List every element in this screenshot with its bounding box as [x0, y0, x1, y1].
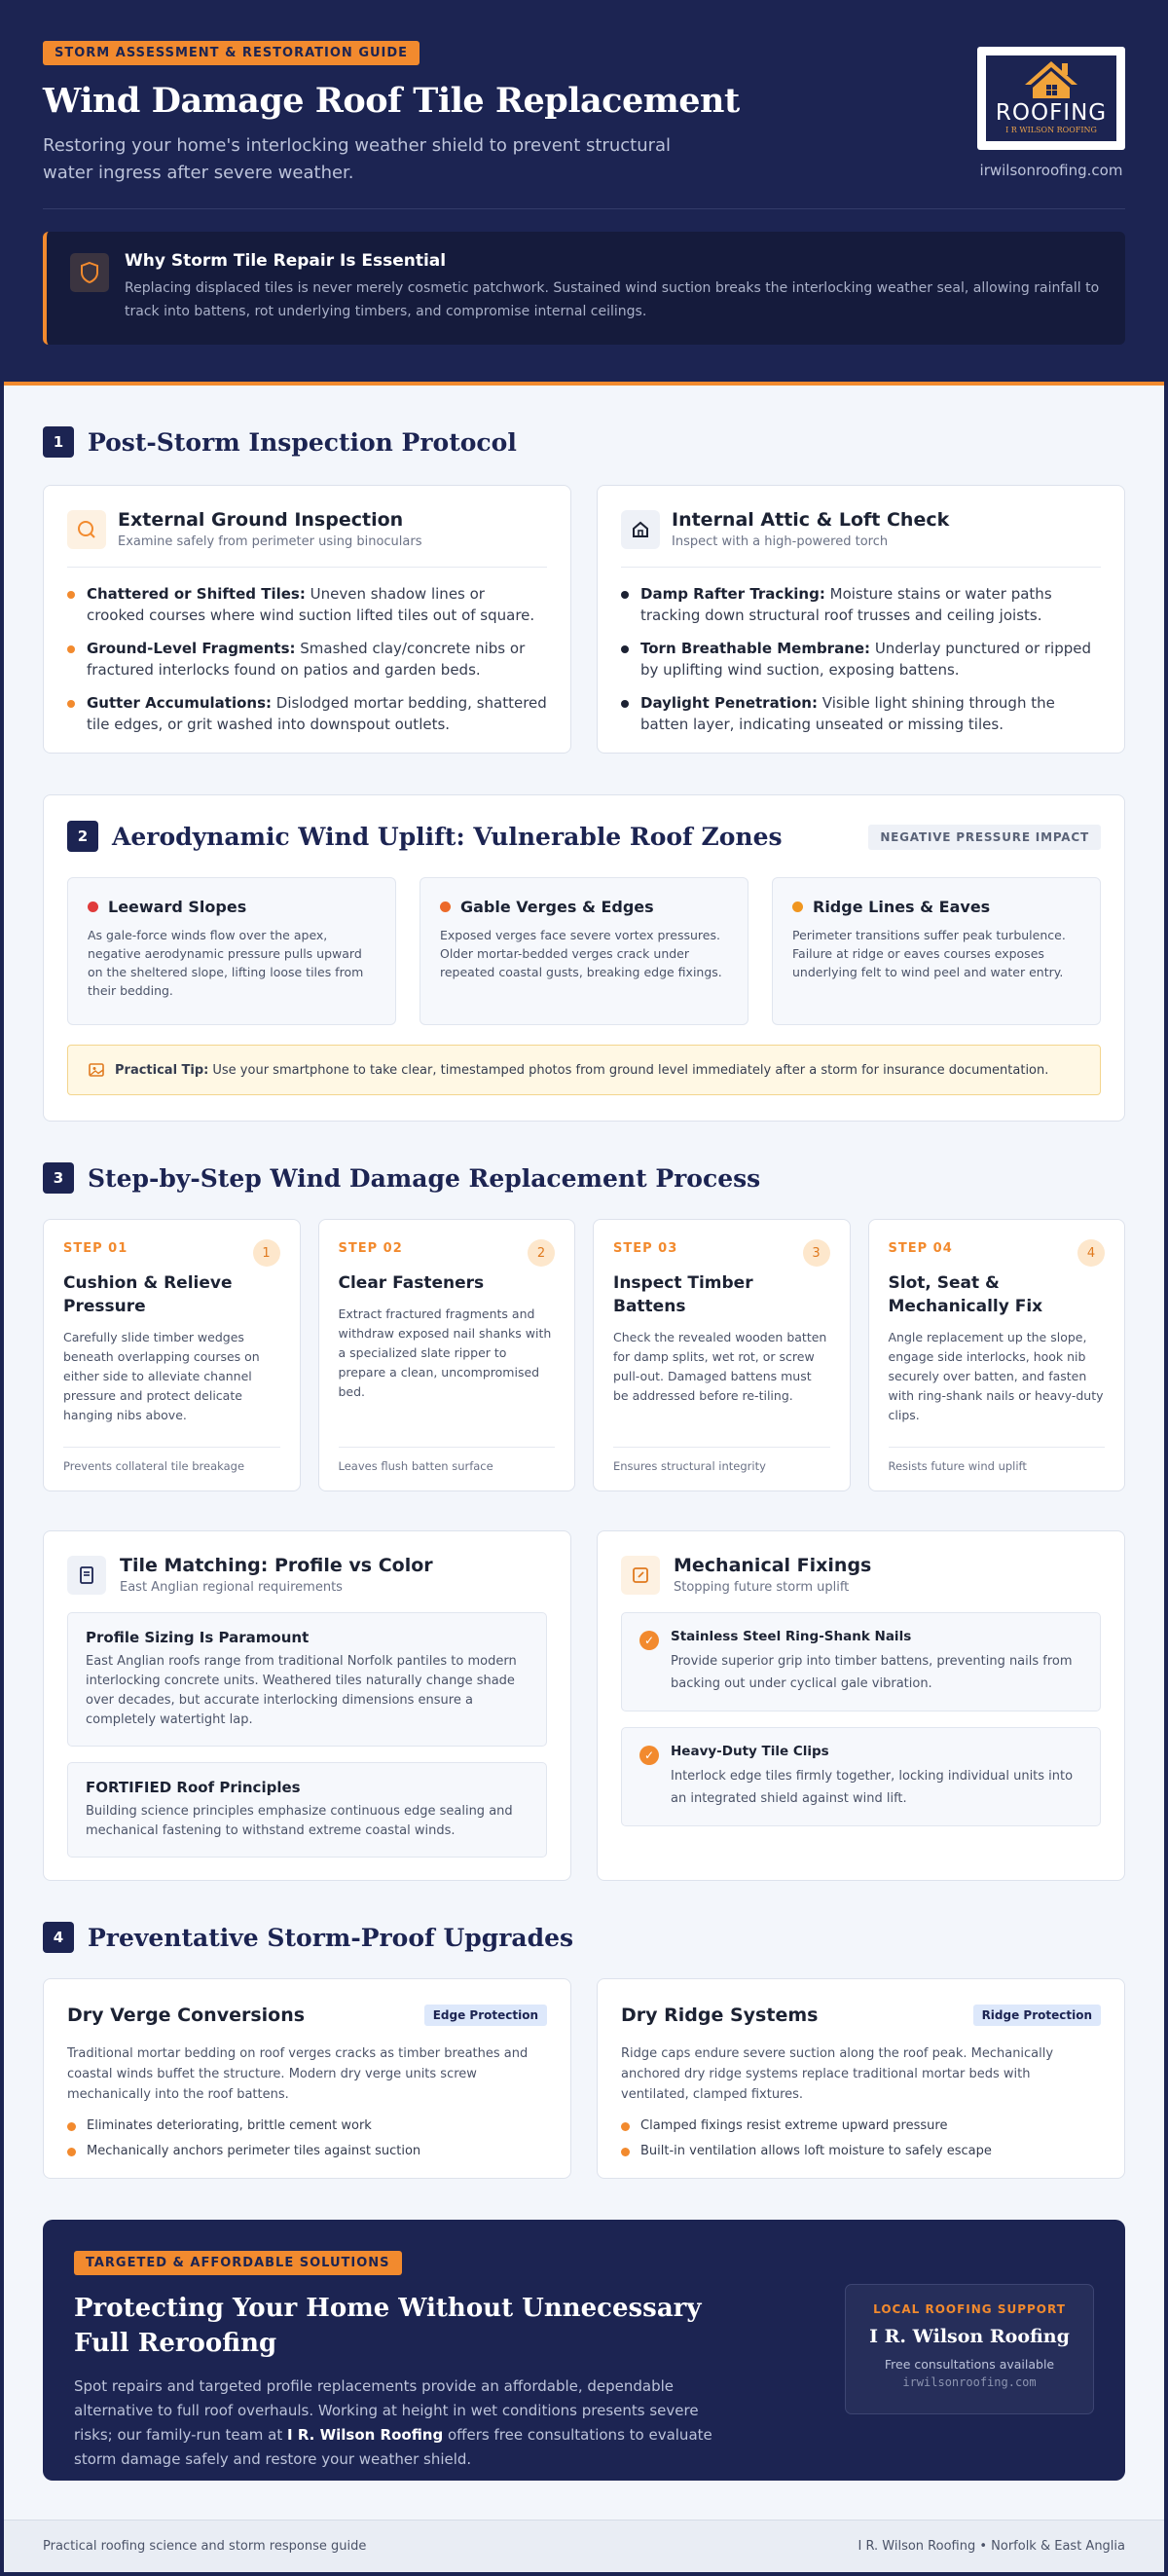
logo-block [977, 47, 1125, 179]
tile-matching-card [43, 1530, 571, 1881]
consultation-note: Free consultations available [884, 2357, 1055, 2372]
external-inspection-card [43, 485, 571, 754]
logo-wordmark: ROOFING [995, 100, 1108, 126]
zone-text: Perimeter transitions suffer peak turbulence. Failure at ridge or eaves courses exposes underlying felt to wind peel and water entry. [792, 928, 1066, 979]
list-item: Torn Breathable Membrane: Underlay punctured or ripped by uplifting wind suction, exposing battens. [621, 638, 1101, 681]
list-item: Damp Rafter Tracking: Moisture stains or water paths tracking down structural roof trusses and ceiling joists. [621, 583, 1101, 626]
step-number-badge: 2 [528, 1239, 555, 1267]
zone-card: Ridge Lines & Eaves Perimeter transitions suffer peak turbulence. Failure at ridge or eaves courses exposes underlying felt to wind peel and water entry. [772, 877, 1101, 1025]
callout-text: Replacing displaced tiles is never merely cosmetic patchwork. Sustained wind suction breaks the interlocking weather seal, allowing rainfall to track into battens, rot underlying timbers, and compromise internal ceilings. [125, 280, 1100, 319]
card-subtitle: Stopping future storm uplift [674, 1580, 850, 1595]
upgrade-card: Dry Verge Conversions Edge Protection Traditional mortar bedding on roof verges cracks as timber breathes and coastal winds buffet the structure. Modern dry verge units screw mechanically into the roof battens. Eliminates deteriorating, brittle cement work Mechanically anchors perimeter tiles against suction [43, 1978, 571, 2179]
practical-tip: Practical Tip: Use your smartphone to take clear, timestamped photos from ground level immediately after a storm for insurance documentation. [67, 1045, 1101, 1095]
section-number: 3 [43, 1162, 74, 1194]
step-card: STEP 04 4 Slot, Seat & Mechanically Fix Angle replacement up the slope, engage side interlocks, hook nib securely over batten, and fasten with ring-shank nails or heavy-duty clips. Resists future wind uplift [868, 1219, 1126, 1491]
upgrade-card: Dry Ridge Systems Ridge Protection Ridge caps endure severe suction along the roof peak. Mechanically anchored dry ridge systems replace traditional mortar beds with ventilated, clamped fixtures. Clamped fixings resist extreme upward pressure Built-in ventilation allows loft moisture to safely escape [597, 1978, 1125, 2179]
company-name: I R. Wilson Roofing [869, 2326, 1070, 2347]
list-item: Daylight Penetration: Visible light shining through the batten layer, indicating unseated or missing tiles. [621, 692, 1101, 735]
callout-title: Why Storm Tile Repair Is Essential [125, 251, 447, 271]
edit-icon [621, 1556, 660, 1595]
website-url[interactable]: irwilsonroofing.com [979, 162, 1123, 179]
cta-text: Spot repairs and targeted profile replacements provide an affordable, dependable alternative to full roof overhauls. Working at height in wet conditions presents severe risks; our family-run team at I R. Wilson Roofing offers free consultations to evaluate storm damage safely and restore your weather shield. [74, 2377, 712, 2468]
zone-text: Exposed verges face severe vortex pressures. Older mortar-bedded verges crack under repeated coastal gusts, breaking edge fixings. [440, 928, 722, 979]
photo-icon [88, 1061, 105, 1079]
list-item: Chattered or Shifted Tiles: Uneven shadow lines or crooked courses where wind suction lifted tiles out of square. [67, 583, 547, 626]
card-title: Mechanical Fixings [674, 1555, 872, 1576]
card-subtitle: Examine safely from perimeter using binoculars [118, 534, 422, 549]
logo-company: I R WILSON ROOFING [1005, 126, 1097, 134]
step-number-badge: 3 [803, 1239, 830, 1267]
cta-panel [43, 2220, 1125, 2481]
section-4-heading [43, 1922, 1125, 1953]
cta-tag: TARGETED & AFFORDABLE SOLUTIONS [74, 2251, 402, 2275]
footer [4, 2520, 1164, 2572]
wind-zones-panel [43, 794, 1125, 1122]
document-icon [67, 1556, 106, 1595]
hero-header [4, 0, 1164, 386]
list-item: Mechanically anchors perimeter tiles against suction [67, 2144, 547, 2159]
step-number-badge: 4 [1077, 1239, 1105, 1267]
card-title: Tile Matching: Profile vs Color [120, 1555, 433, 1576]
mechanical-fixings-card [597, 1530, 1125, 1881]
step-number-badge: 1 [253, 1239, 280, 1267]
section-1-heading [43, 426, 1125, 458]
section-number: 1 [43, 426, 74, 458]
divider [43, 208, 1125, 209]
contact-kicker: LOCAL ROOFING SUPPORT [873, 2302, 1066, 2316]
check-icon: ✓ [639, 1631, 659, 1650]
status-dot-icon [88, 902, 98, 912]
list-item: Built-in ventilation allows loft moisture to safely escape [621, 2144, 1101, 2159]
card-subtitle: Inspect with a high-powered torch [672, 534, 889, 549]
section-title: Step-by-Step Wind Damage Replacement Process [88, 1163, 761, 1193]
zone-card: Gable Verges & Edges Exposed verges face severe vortex pressures. Older mortar-bedded verges crack under repeated coastal gusts, breaking edge fixings. [420, 877, 748, 1025]
info-box: Profile Sizing Is Paramount East Anglian roofs range from traditional Norfolk pantiles to modern interlocking concrete units. Weathered tiles naturally change shade over decades, but accurate interlocking dimensions ensure a completely watertight lap. [67, 1612, 547, 1747]
zone-text: As gale-force winds flow over the apex, negative aerodynamic pressure pulls upward on the sheltered slope, lifting loose tiles from their bedding. [88, 928, 364, 998]
section-3-heading [43, 1162, 1125, 1194]
category-badge: Edge Protection [424, 2005, 547, 2026]
check-icon: ✓ [639, 1746, 659, 1765]
search-icon [67, 510, 106, 549]
home-icon [621, 510, 660, 549]
cta-title: Protecting Your Home Without Unnecessary Full Reroofing [74, 2294, 702, 2358]
section-title: Preventative Storm-Proof Upgrades [88, 1923, 574, 1952]
step-card: STEP 01 1 Cushion & Relieve Pressure Carefully slide timber wedges beneath overlapping courses on either side to alleviate channel pressure and protect delicate hanging nibs above. Prevents collateral tile breakage [43, 1219, 301, 1491]
shield-icon [70, 253, 109, 292]
status-dot-icon [792, 902, 803, 912]
info-box: FORTIFIED Roof Principles Building science principles emphasize continuous edge sealing and mechanical fastening to withstand extreme coastal winds. [67, 1762, 547, 1858]
status-dot-icon [440, 902, 451, 912]
zone-card: Leeward Slopes As gale-force winds flow over the apex, negative aerodynamic pressure pulls upward on the sheltered slope, lifting loose tiles from their bedding. [67, 877, 396, 1025]
step-card: STEP 02 2 Clear Fasteners Extract fractured fragments and withdraw exposed nail shanks with a specialized slate ripper to prepare a clean, uncompromised bed. Leaves flush batten surface [318, 1219, 576, 1491]
card-subtitle: East Anglian regional requirements [120, 1580, 343, 1595]
internal-inspection-card [597, 485, 1125, 754]
section-title: Aerodynamic Wind Uplift: Vulnerable Roof Zones [112, 822, 783, 851]
website-link[interactable]: irwilsonroofing.com [902, 2375, 1037, 2389]
section-number: 4 [43, 1922, 74, 1953]
section-number: 2 [67, 821, 98, 852]
house-roof-icon [986, 55, 1116, 104]
card-title: Internal Attic & Loft Check [672, 509, 950, 531]
section-title: Post-Storm Inspection Protocol [88, 427, 517, 457]
list-item: Gutter Accumulations: Dislodged mortar bedding, shattered tile edges, or grit washed into downspout outlets. [67, 692, 547, 735]
footer-right: I R. Wilson Roofing • Norfolk & East Anglia [858, 2539, 1125, 2554]
footer-left: Practical roofing science and storm response guide [43, 2539, 367, 2554]
list-item: Clamped fixings resist extreme upward pressure [621, 2118, 1101, 2134]
why-essential-callout [43, 232, 1125, 345]
pressure-badge: NEGATIVE PRESSURE IMPACT [868, 825, 1101, 850]
fixing-item: ✓ Stainless Steel Ring-Shank Nails Provide superior grip into timber battens, preventing nails from backing out under cyclical gale vibration. [621, 1612, 1101, 1711]
card-title: External Ground Inspection [118, 509, 404, 531]
page-subtitle: Restoring your home's interlocking weather shield to prevent structural water ingress after severe weather. [43, 135, 672, 183]
header-tag: STORM ASSESSMENT & RESTORATION GUIDE [43, 41, 420, 65]
step-card: STEP 03 3 Inspect Timber Battens Check the revealed wooden batten for damp splits, wet rot, or screw pull-out. Damaged battens must be addressed before re-tiling. Ensures structural integrity [593, 1219, 851, 1491]
contact-box[interactable] [845, 2284, 1094, 2414]
list-item: Ground-Level Fragments: Smashed clay/concrete nibs or fractured interlocks found on patios and garden beds. [67, 638, 547, 681]
category-badge: Ridge Protection [973, 2005, 1101, 2026]
logo [977, 47, 1125, 150]
fixing-item: ✓ Heavy-Duty Tile Clips Interlock edge tiles firmly together, locking individual units into an integrated shield against wind lift. [621, 1727, 1101, 1826]
list-item: Eliminates deteriorating, brittle cement work [67, 2118, 547, 2134]
page-title: Wind Damage Roof Tile Replacement [43, 81, 740, 121]
